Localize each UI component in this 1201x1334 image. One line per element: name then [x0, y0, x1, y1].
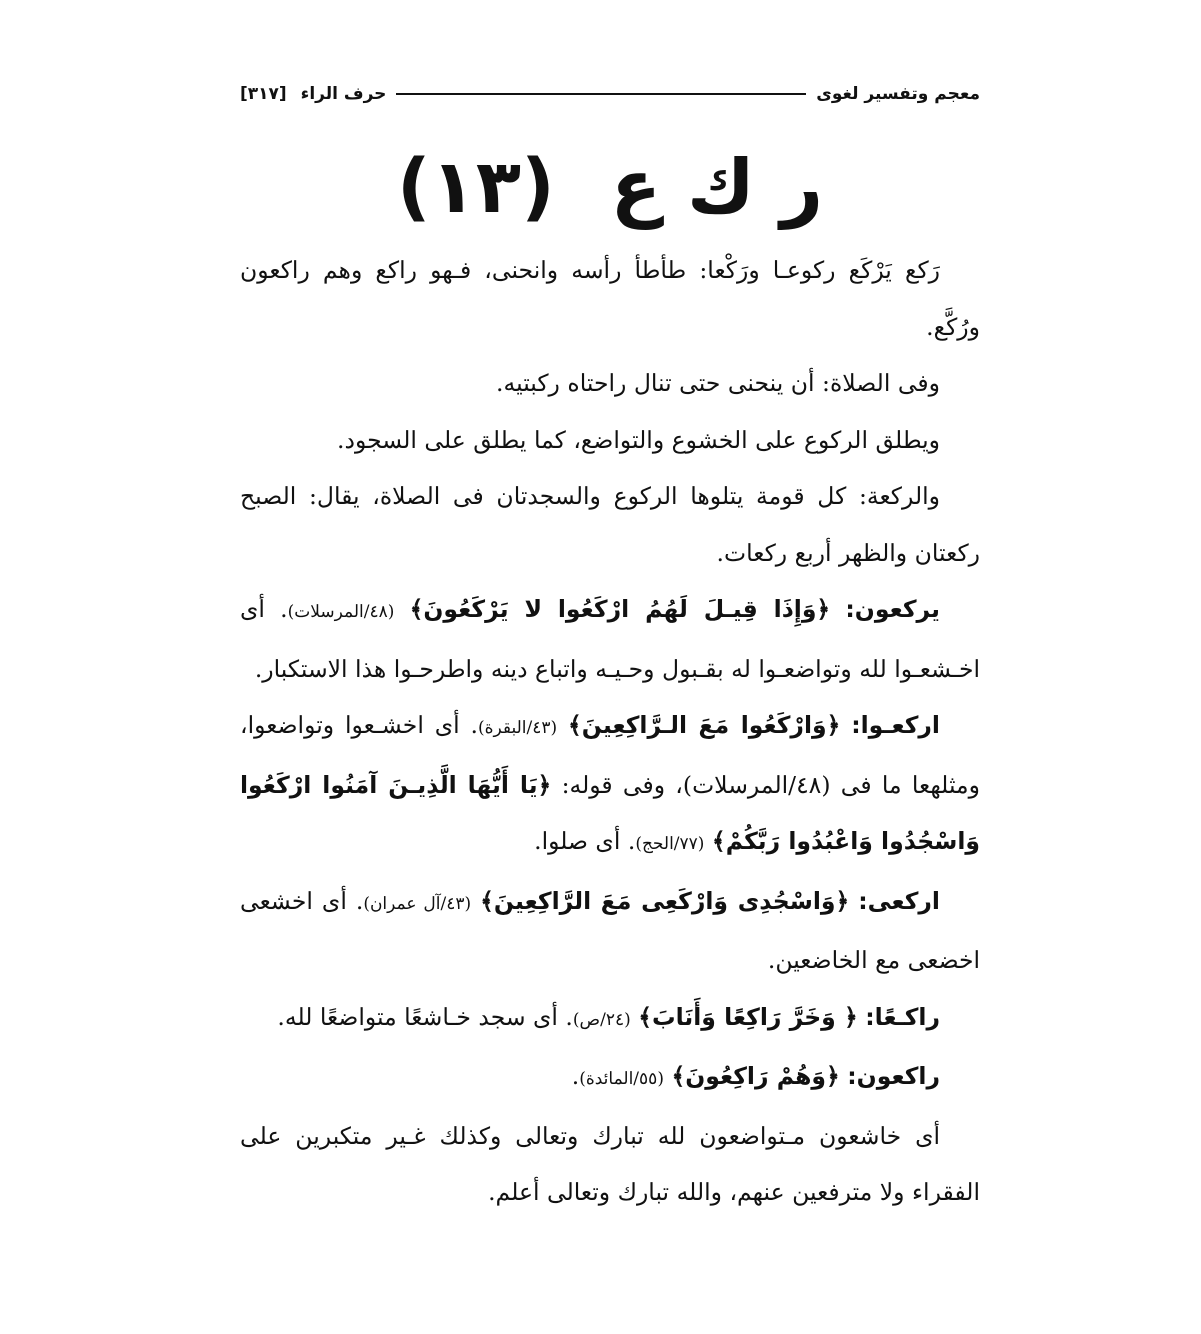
verse-reference: (٧٧/الحج) [635, 834, 705, 854]
paragraph-text: رَكع يَرْكَع ركوعـا ورَكْعا: طأطأ رأسه وانحنى، فـهو راكع وهم راكعون ورُكَّع. [240, 256, 980, 341]
paragraph-text: . أى اخـشعـوا لله وتواضعـوا له بقـبول وحـيـه واتباع دينه واطرحـوا هذا الاستكبار. [240, 595, 980, 683]
quran-usage-paragraph [240, 873, 980, 989]
verse-reference: (٤٣/آل عمران) [363, 893, 472, 914]
header-rule [396, 93, 806, 95]
quran-verse: ﴿وَارْكَعُوا مَعَ الـرَّاكِعِينَ﴾ [567, 711, 841, 739]
usage-term: راكعون: [847, 1062, 940, 1090]
paragraph-text: ويطلق الركوع على الخشوع والتواضع، كما يطلق على السجود. [337, 425, 940, 454]
verse-reference: (٥٥/المائدة) [579, 1069, 664, 1089]
usage-term: اركعـوا: [851, 711, 940, 739]
entry-root: ر ك ع [610, 144, 824, 230]
header-chapter-page [240, 84, 386, 104]
usage-term: راكـعًا: [865, 1002, 940, 1031]
running-header [240, 78, 980, 110]
entry-heading [240, 132, 980, 242]
book-title: معجم وتفسير لغوى [816, 84, 980, 104]
paragraph-text: . أى سجد خـاشعًا متواضعًا لله. [277, 1002, 573, 1031]
quran-usage-paragraph [240, 697, 980, 873]
paragraph-text: . [571, 1062, 580, 1090]
paragraph-text: . أى اخشـعوا وتواضعوا، ومثلهعا ما فى (٤٨/المرسلات)، وفى قوله: [240, 711, 980, 799]
definition-paragraph [240, 242, 980, 355]
page-number: [٣١٧] [240, 84, 287, 104]
quran-verse: ﴿وَهُمْ رَاكِعُونَ﴾ [671, 1062, 840, 1090]
verse-reference: (٤٨/المرسلات) [287, 602, 395, 622]
entry-count: (١٣) [396, 144, 555, 230]
dictionary-page [240, 70, 980, 1270]
quran-verse: ﴿وَإِذَا قِيـلَ لَهُمُ ارْكَعُوا لا يَرْكَعُونَ﴾ [409, 595, 831, 623]
quran-usage-paragraph [240, 989, 980, 1049]
quran-verse: ﴿يَا أَيُّهَا الَّذِيـنَ آمَنُوا ارْكَعُوا وَاسْجُدُوا وَاعْبُدُوا رَبَّكُمْ﴾ [240, 770, 980, 855]
entry-body [240, 242, 980, 1221]
paragraph-text: . أى صلوا. [534, 827, 636, 855]
paragraph-text: . أى اخشعى اخضعى مع الخاضعين. [240, 886, 980, 974]
quran-usage-paragraph [240, 581, 980, 697]
definition-paragraph [240, 355, 980, 412]
definition-paragraph [240, 412, 980, 469]
quran-verse: ﴿وَاسْجُدِى وَارْكَعِى مَعَ الرَّاكِعِينَ﴾ [480, 886, 850, 915]
verse-reference: (٤٣/البقرة) [477, 718, 558, 738]
usage-term: اركعى: [858, 886, 940, 915]
paragraph-text: والركعة: كل قومة يتلوها الركوع والسجدتان فى الصلاة، يقال: الصبح ركعتان والظهر أربع ركعات. [240, 482, 980, 567]
definition-paragraph [240, 468, 980, 581]
usage-term: يركعون: [845, 595, 940, 623]
chapter-name: حرف الراء [300, 84, 387, 104]
paragraph-text: وفى الصلاة: أن ينحنى حتى تنال راحتاه ركبتيه. [496, 369, 940, 397]
verse-reference: (٢٤/ص) [572, 1009, 631, 1030]
quran-usage-paragraph [240, 1048, 980, 1108]
paragraph-text: أى خاشعون مـتواضعون لله تبارك وتعالى وكذلك غـير متكبرين على الفقراء ولا مترفعين عنهم، والله تبارك وتعالى أعلم. [240, 1121, 980, 1206]
closing-paragraph [240, 1108, 980, 1221]
quran-verse: ﴿ وَخَرَّ رَاكِعًا وَأَنَابَ﴾ [638, 1002, 858, 1031]
